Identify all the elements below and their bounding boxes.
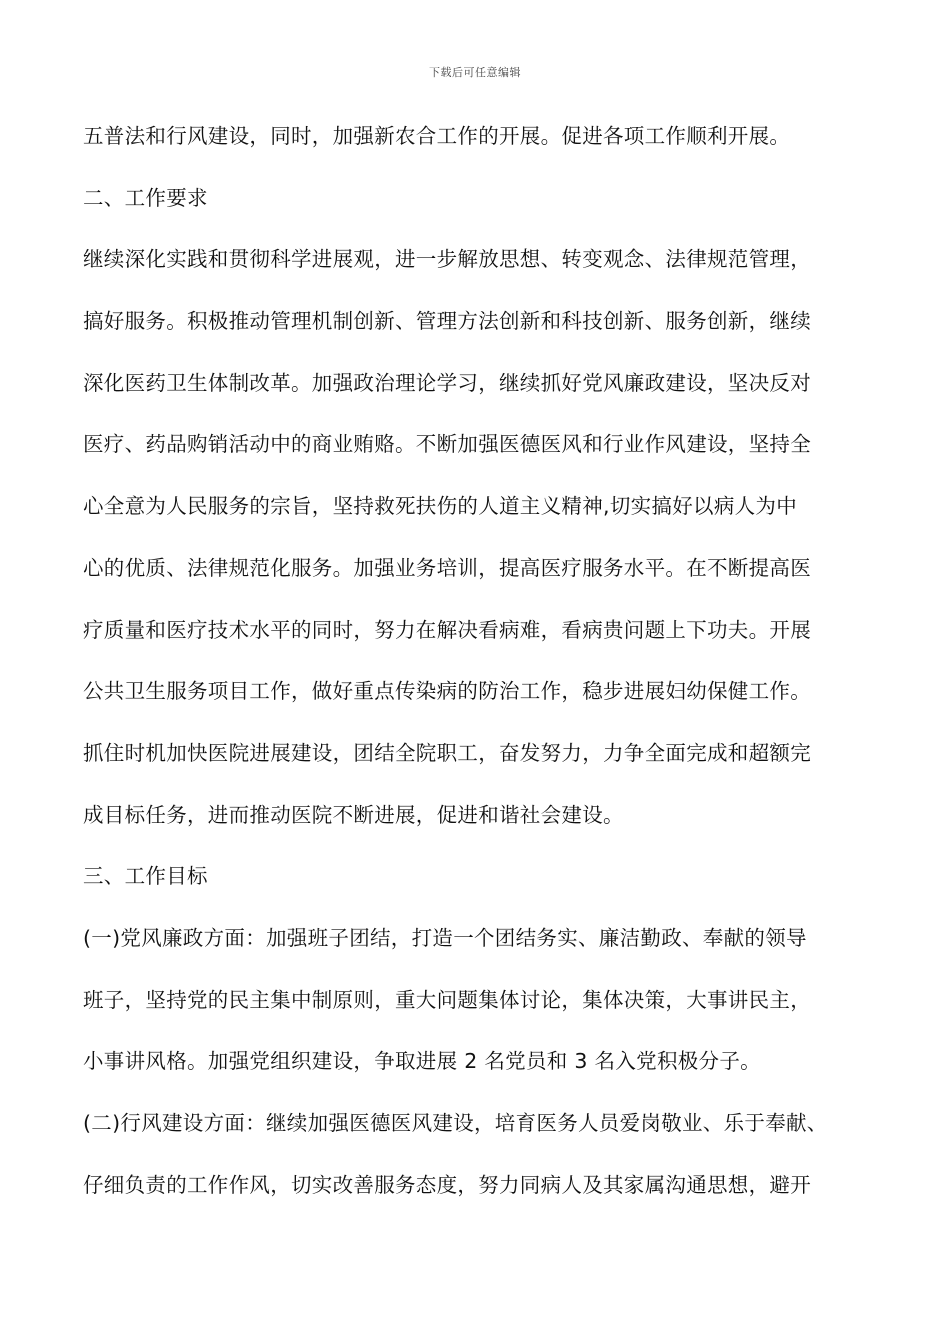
text-line: 疗质量和医疗技术水平的同时，努力在解决看病难，看病贵问题上下功夫。开展 xyxy=(83,617,811,642)
text-line: 医疗、药品购销活动中的商业贿赂。不断加强医德医风和行业作风建设，坚持全 xyxy=(83,432,811,457)
text-line: 心的优质、法律规范化服务。加强业务培训，提高医疗服务水平。在不断提高医 xyxy=(83,555,811,580)
text-line: 心全意为人民服务的宗旨，坚持救死扶伤的人道主义精神,切实搞好以病人为中 xyxy=(83,494,798,519)
text-line: 深化医药卫生体制改革。加强政治理论学习，继续抓好党风廉政建设，坚决反对 xyxy=(83,370,811,395)
text-line: 抓住时机加快医院进展建设，团结全院职工，奋发努力，力争全面完成和超额完 xyxy=(83,740,811,765)
text-line: 继续深化实践和贯彻科学进展观，进一步解放思想、转变观念、法律规范管理， xyxy=(83,247,811,272)
section-heading: 三、工作目标 xyxy=(83,864,208,889)
text-line: 搞好服务。积极推动管理机制创新、管理方法创新和科技创新、服务创新，继续 xyxy=(83,309,811,334)
document-body xyxy=(83,114,883,1224)
text-line: 仔细负责的工作作风，切实改善服务态度，努力同病人及其家属沟通思想，避开 xyxy=(83,1172,811,1197)
text-line: 五普法和行风建设，同时，加强新农合工作的开展。促进各项工作顺利开展。 xyxy=(83,124,791,148)
text-line: 小事讲风格。加强党组织建设，争取进展 2 名党员和 3 名入党积极分子。 xyxy=(83,1049,761,1074)
text-line: (一)党风廉政方面：加强班子团结，打造一个团结务实、廉洁勤政、奉献的领导 xyxy=(83,925,807,950)
text-line: 公共卫生服务项目工作，做好重点传染病的防治工作，稳步进展妇幼保健工作。 xyxy=(83,679,811,704)
text-line: 成目标任务，进而推动医院不断进展，促进和谐社会建设。 xyxy=(83,802,624,827)
text-line: 班子，坚持党的民主集中制原则，重大问题集体讨论，集体决策，大事讲民主， xyxy=(83,987,811,1012)
header-note: 下载后可任意编辑 xyxy=(429,66,521,79)
text-line: (二)行风建设方面：继续加强医德医风建设，培育医务人员爱岗敬业、乐于奉献、 xyxy=(83,1111,828,1135)
section-heading: 二、工作要求 xyxy=(83,185,208,210)
